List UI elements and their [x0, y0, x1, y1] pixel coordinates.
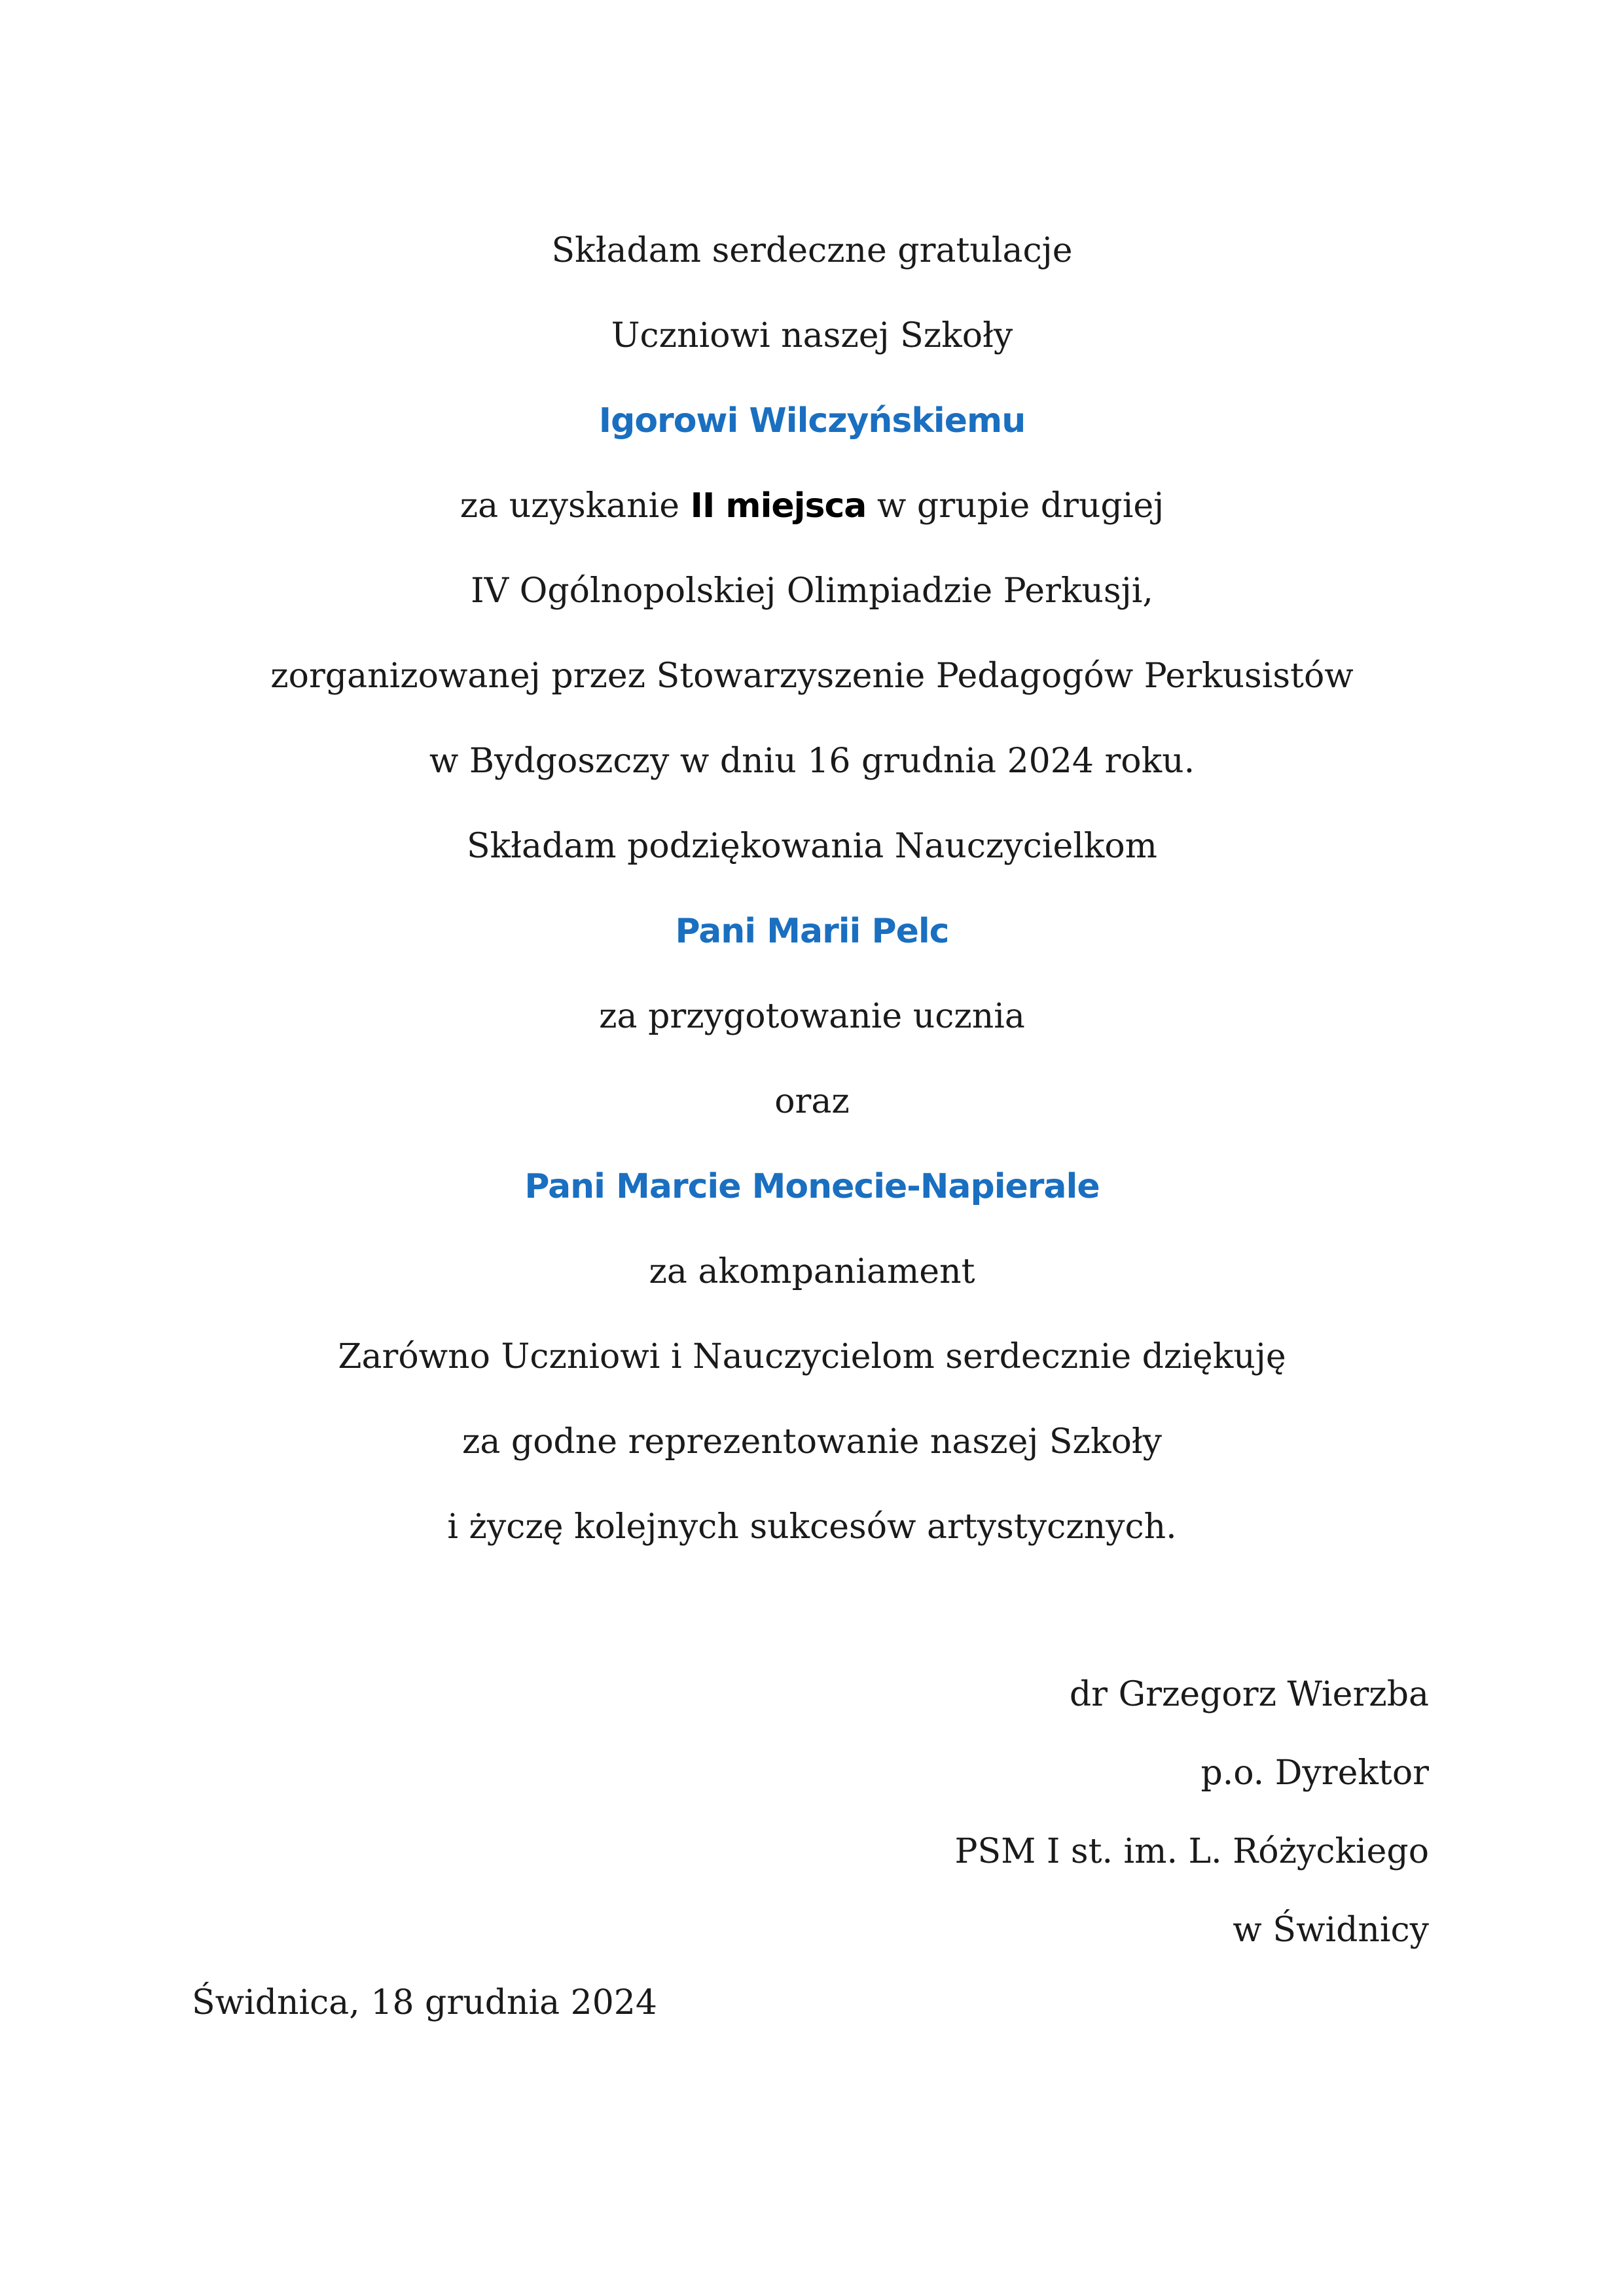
teacher2-name: Pani Marcie Monecie-Napierale [524, 1167, 1100, 1206]
signatory-name: dr Grzegorz Wierzba [1069, 1675, 1429, 1714]
gratitude-line: Zarówno Uczniowi i Nauczycielom serdecznie dziękuję [338, 1337, 1286, 1376]
signatory-role: p.o. Dyrektor [1200, 1753, 1429, 1793]
signatory-city: w Świdnicy [1233, 1910, 1429, 1950]
placement-emphasis: II miejsca [690, 486, 867, 526]
student-name: Igorowi Wilczyńskiemu [598, 401, 1026, 440]
teacher1-name: Pani Marii Pelc [675, 912, 949, 951]
wishes-line: i życzę kolejnych sukcesów artystycznych. [447, 1507, 1177, 1547]
achievement-line [0, 463, 1624, 548]
conjunction-line: oraz [774, 1082, 850, 1121]
preparation-line: za przygotowanie ucznia [599, 997, 1025, 1036]
achievement-suffix: w grupie drugiej [876, 486, 1164, 526]
place-and-date: Świdnica, 18 grudnia 2024 [192, 1983, 657, 2022]
competition-line: IV Ogólnopolskiej Olimpiadzie Perkusji, [471, 571, 1153, 611]
achievement-prefix: za uzyskanie [460, 486, 680, 526]
organizer-line: zorganizowanej przez Stowarzyszenie Pedagogów Perkusistów [270, 656, 1354, 696]
signature-block [954, 1655, 1429, 1969]
representation-line: za godne reprezentowanie naszej Szkoły [461, 1422, 1163, 1462]
letter-body [0, 208, 1624, 1570]
event-date-line: w Bydgoszczy w dniu 16 grudnia 2024 roku. [429, 742, 1195, 781]
thanks-line: Składam podziękowania Nauczycielkom [467, 827, 1157, 866]
congratulations-line: Składam serdeczne gratulacje [551, 231, 1073, 270]
recipient-intro-line: Uczniowi naszej Szkoły [611, 316, 1013, 355]
accompaniment-line: za akompaniament [649, 1252, 975, 1291]
signatory-school: PSM I st. im. L. Różyckiego [954, 1832, 1429, 1871]
